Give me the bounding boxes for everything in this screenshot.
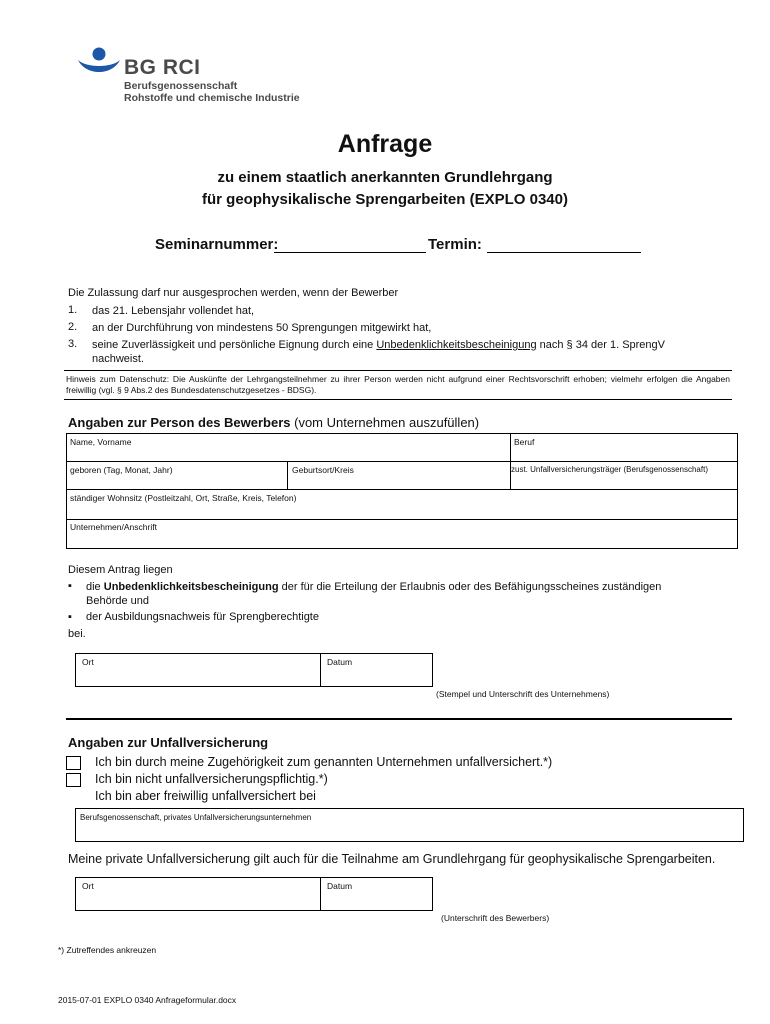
admission-item-3-text-end: nach § 34 der 1. SprengV [536, 339, 666, 351]
logo-subline-1: Berufsgenossenschaft [124, 80, 238, 92]
item-number: 2. [68, 321, 78, 333]
column-divider [287, 461, 288, 489]
footer-filename: 2015-07-01 EXPLO 0340 Anfrageformular.docx [58, 995, 237, 1005]
insurer-field[interactable]: zust. Unfallversicherungsträger (Berufsgenossenschaft) [511, 465, 708, 474]
unbedenklichkeitsbescheinigung-link: Unbedenklichkeitsbescheinigung [376, 339, 537, 351]
admission-item-1: das 21. Lebensjahr vollendet hat, [92, 305, 255, 317]
person-heading-note: (vom Unternehmen auszufüllen) [290, 415, 480, 430]
subtitle-line-2: für geophysikalische Sprengarbeiten (EXPLO 0340) [202, 191, 568, 208]
admission-item-3 [92, 338, 732, 366]
attachment-item-1-bold: Unbedenklichkeitsbescheinigung [103, 581, 279, 593]
seminar-number-label: Seminarnummer: [155, 236, 279, 253]
applicant-sign-box [75, 877, 433, 911]
termin-label: Termin: [428, 236, 482, 253]
company-date-field[interactable]: Datum [327, 657, 353, 667]
admission-item-2: an der Durchführung von mindestens 50 Sprengungen mitgewirkt hat, [92, 322, 432, 334]
company-field[interactable]: Unternehmen/Anschrift [70, 522, 157, 532]
option2-checkbox[interactable] [66, 773, 81, 787]
applicant-date-field[interactable]: Datum [327, 881, 353, 891]
birthdate-field[interactable]: geboren (Tag, Monat, Jahr) [70, 465, 173, 475]
item-number: 3. [68, 338, 78, 350]
logo-name: BG RCI [124, 56, 201, 79]
footnote: *) Zutreffendes ankreuzen [58, 945, 157, 955]
attachments-outro: bei. [68, 628, 86, 640]
person-heading-text: Angaben zur Person des Bewerbers [68, 415, 291, 430]
logo-subline-2: Rohstoffe und chemische Industrie [124, 92, 300, 104]
name-field[interactable]: Name, Vorname [70, 437, 132, 447]
column-divider [320, 653, 321, 687]
attachment-item-1 [86, 580, 730, 608]
item-number: 1. [68, 304, 78, 316]
person-section-heading [68, 415, 479, 430]
birthplace-field[interactable]: Geburtsort/Kreis [292, 465, 354, 475]
insurance-statement: Meine private Unfallversicherung gilt auch für die Teilnahme am Grundlehrgang für geophysikalische Sprengarbeiten. [68, 852, 716, 866]
attachment-item-1-line2: Behörde und [86, 595, 149, 607]
applicant-signature-caption: (Unterschrift des Bewerbers) [441, 913, 550, 923]
subtitle-line-1: zu einem staatlich anerkannten Grundlehrgang [217, 169, 553, 186]
row-divider [67, 519, 737, 520]
admission-item-3-text: seine Zuverlässigkeit und persönliche Eignung durch eine [92, 339, 377, 351]
column-divider [510, 434, 511, 461]
bg-rci-logo-icon [76, 46, 122, 80]
option2-line2: Ich bin aber freiwillig unfallversichert bei [95, 789, 316, 803]
insurer-input-label: Berufsgenossenschaft, privates Unfallversicherungsunternehmen [80, 813, 312, 822]
page-title: Anfrage [337, 130, 433, 158]
admission-item-3-line2: nachweist. [92, 353, 144, 365]
termin-field[interactable] [487, 236, 641, 253]
attachment-item-1-rest: der für die Erteilung der Erlaubnis oder des Befähigungsscheines zuständigen [278, 581, 662, 593]
stamp-caption: (Stempel und Unterschrift des Unternehmens) [436, 689, 610, 699]
divider [64, 399, 732, 400]
attachment-item-2: der Ausbildungsnachweis für Sprengberechtigte [86, 611, 319, 623]
divider [64, 370, 732, 371]
company-sign-box [75, 653, 433, 687]
column-divider [320, 877, 321, 911]
attachment-item-1-start: die [86, 581, 104, 593]
admission-intro: Die Zulassung darf nur ausgesprochen werden, wenn der Bewerber [68, 287, 399, 299]
privacy-notice: Hinweis zum Datenschutz: Die Auskünfte der Lehrgangsteilnehmer zu ihrer Person werden nicht aufgrund einer Rechtsvorschrift erhoben; vielmehr erfolgen die Angaben freiwillig (vgl. § 9 Abs.2 des Bundesdatenschutzgesetzes - BDSG). [66, 374, 730, 395]
person-data-table [66, 433, 738, 549]
bullet: ▪ [68, 611, 72, 623]
company-place-field[interactable]: Ort [82, 657, 94, 667]
applicant-place-field[interactable]: Ort [82, 881, 94, 891]
bullet: ▪ [68, 580, 72, 592]
divider [66, 718, 732, 720]
option2-label: Ich bin nicht unfallversicherungspflichtig.*) [95, 772, 328, 786]
insurance-section-heading: Angaben zur Unfallversicherung [68, 735, 269, 750]
row-divider [67, 489, 737, 490]
attachments-intro: Diesem Antrag liegen [68, 564, 173, 576]
row-divider [67, 461, 737, 462]
residence-field[interactable]: ständiger Wohnsitz (Postleitzahl, Ort, Straße, Kreis, Telefon) [70, 493, 297, 503]
seminar-number-field[interactable] [274, 236, 426, 253]
option1-checkbox[interactable] [66, 756, 81, 770]
profession-field[interactable]: Beruf [514, 437, 535, 447]
option1-label: Ich bin durch meine Zugehörigkeit zum genannten Unternehmen unfallversichert.*) [95, 755, 553, 769]
